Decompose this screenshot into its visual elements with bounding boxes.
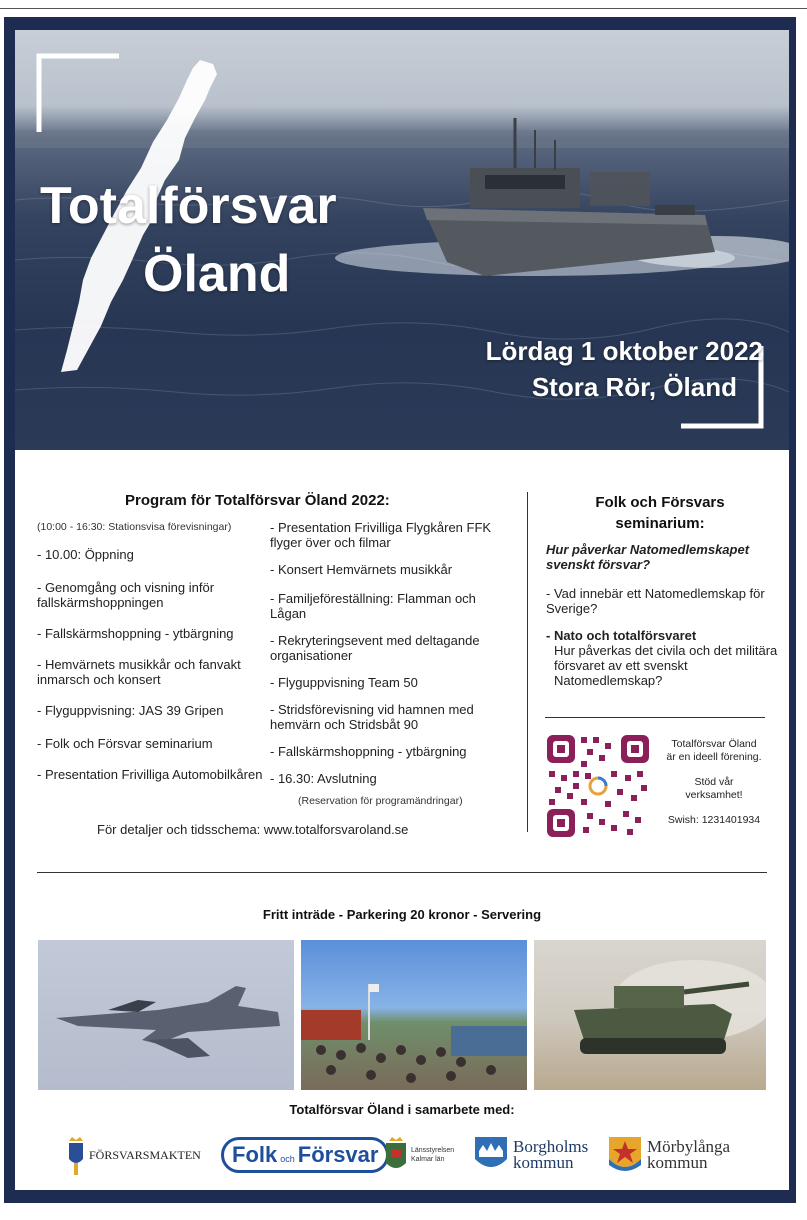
seminar-bullet-2-text: Hur påverkas det civila och det militära försvaret av ett svenskt Natomedlemskap?: [554, 643, 778, 688]
event-date: Lördag 1 oktober 2022: [485, 336, 763, 366]
column-divider: [527, 492, 528, 832]
borgholm-text: [513, 1139, 588, 1171]
logo-folk-och-forsvar: [221, 1130, 389, 1180]
program-item: - Fallskärmshoppning - ytbärgning: [37, 626, 234, 641]
section-divider: [37, 872, 767, 873]
support-org-line1: Totalförsvar Öland: [671, 738, 757, 750]
seminar-divider: [545, 717, 765, 718]
crowd-photo: [301, 940, 527, 1090]
corner-bracket-top-left: [39, 56, 119, 132]
swish-number: Swish: 1231401934: [667, 814, 761, 826]
jet-fighter-icon: [38, 940, 294, 1090]
hero-title-line2: Öland: [143, 245, 291, 303]
logo-borgholm: [473, 1130, 588, 1180]
partners-heading: Totalförsvar Öland i samarbete med:: [289, 1102, 515, 1117]
hero-banner: [15, 30, 789, 450]
program-item: - Familjeföreställning: Flamman och Lågan: [270, 591, 476, 621]
hero-title-line1: Totalförsvar: [40, 177, 337, 235]
borgholm-line2: kommun: [513, 1153, 574, 1172]
support-line1: Stöd vår: [694, 776, 734, 788]
program-left-column: [37, 520, 267, 793]
program-item: - Presentation Frivilliga Automobilkåren: [37, 767, 263, 782]
seminar-heading-line1: Folk och Försvars: [595, 494, 725, 511]
program-item: - Stridsförevisning vid hamnen med hemvärn och Stridsbåt 90: [270, 702, 474, 732]
seminar-bullet-2-title: - Nato och totalförsvaret: [546, 628, 697, 643]
borgholm-shield-icon: [473, 1135, 509, 1175]
program-item: - Folk och Försvar seminarium: [37, 736, 213, 751]
folk-text: Folk: [232, 1142, 278, 1167]
morbylanga-line2: kommun: [647, 1153, 708, 1172]
lansstyrelsen-line1: Länsstyrelsen: [411, 1147, 455, 1154]
lansstyrelsen-shield-icon: [385, 1137, 407, 1173]
qr-code-icon[interactable]: [547, 735, 649, 837]
support-org-line2: är en ideell förening.: [666, 751, 762, 763]
seminar-question: Hur påverkar Natomedlemskapet svenskt försvar?: [546, 542, 750, 572]
program-right-column: [270, 520, 510, 809]
forsvarsmakten-text: FÖRSVARSMAKTEN: [89, 1147, 201, 1162]
top-rule: [0, 8, 807, 9]
seminar-bullet-1: - Vad innebär ett Natomedlemskap för Sverige?: [546, 586, 765, 616]
entry-info: Fritt inträde - Parkering 20 kronor - Servering: [262, 907, 542, 922]
seminar-heading-line2: seminarium:: [615, 515, 705, 532]
seminar-body: [546, 542, 778, 688]
tank-icon: [534, 940, 766, 1090]
logo-forsvarsmakten: [67, 1130, 201, 1180]
och-text: och: [280, 1154, 295, 1164]
morbylanga-line1: Mörbylånga: [647, 1137, 731, 1156]
jet-photo: [38, 940, 294, 1090]
support-text: [655, 738, 773, 827]
program-item: - Konsert Hemvärnets musikkår: [270, 562, 453, 577]
program-item: - Presentation Frivilliga Flygkåren FFK flyger över och filmar: [270, 520, 492, 550]
partner-logos: [15, 1130, 789, 1180]
program-item: - 16.30: Avslutning: [270, 771, 377, 786]
program-item: - Flyguppvisning Team 50: [270, 675, 418, 690]
morbylanga-shield-icon: [607, 1135, 643, 1175]
program-item: - Fallskärmshoppning - ytbärgning: [270, 744, 467, 759]
program-item: - Rekryteringsevent med deltagande organisationer: [270, 633, 480, 663]
tank-photo: [534, 940, 766, 1090]
program-item: - Genomgång och visning inför fallskärmshoppningen: [37, 580, 215, 610]
lansstyrelsen-text: [411, 1146, 454, 1164]
morbylanga-text: [647, 1139, 730, 1171]
logo-lansstyrelsen: [385, 1130, 454, 1180]
program-item: - Flyguppvisning: JAS 39 Gripen: [37, 703, 224, 718]
program-note: (10:00 - 16:30: Stationsvisa förevisningar): [37, 521, 232, 533]
program-heading: Program för Totalförsvar Öland 2022:: [125, 492, 390, 509]
program-item: - 10.00: Öppning: [37, 547, 134, 562]
program-details: För detaljer och tidsschema: www.totalforsvaroland.se: [97, 822, 409, 837]
crowd-photo-icon: [301, 940, 527, 1090]
borgholm-line1: Borgholms: [513, 1137, 589, 1156]
seminar-heading: [545, 492, 775, 534]
forsvar-text: Försvar: [297, 1142, 379, 1167]
lansstyrelsen-line2: Kalmar län: [411, 1156, 445, 1163]
program-reservation: (Reservation för programändringar): [298, 795, 463, 807]
crown-shield-icon: [67, 1135, 85, 1175]
support-line2: verksamhet!: [685, 789, 743, 801]
poster: [15, 30, 789, 1190]
event-location: Stora Rör, Öland: [531, 372, 737, 402]
program-item: - Hemvärnets musikkår och fanvakt inmarsch och konsert: [37, 657, 241, 687]
logo-morbylanga: [607, 1130, 730, 1180]
